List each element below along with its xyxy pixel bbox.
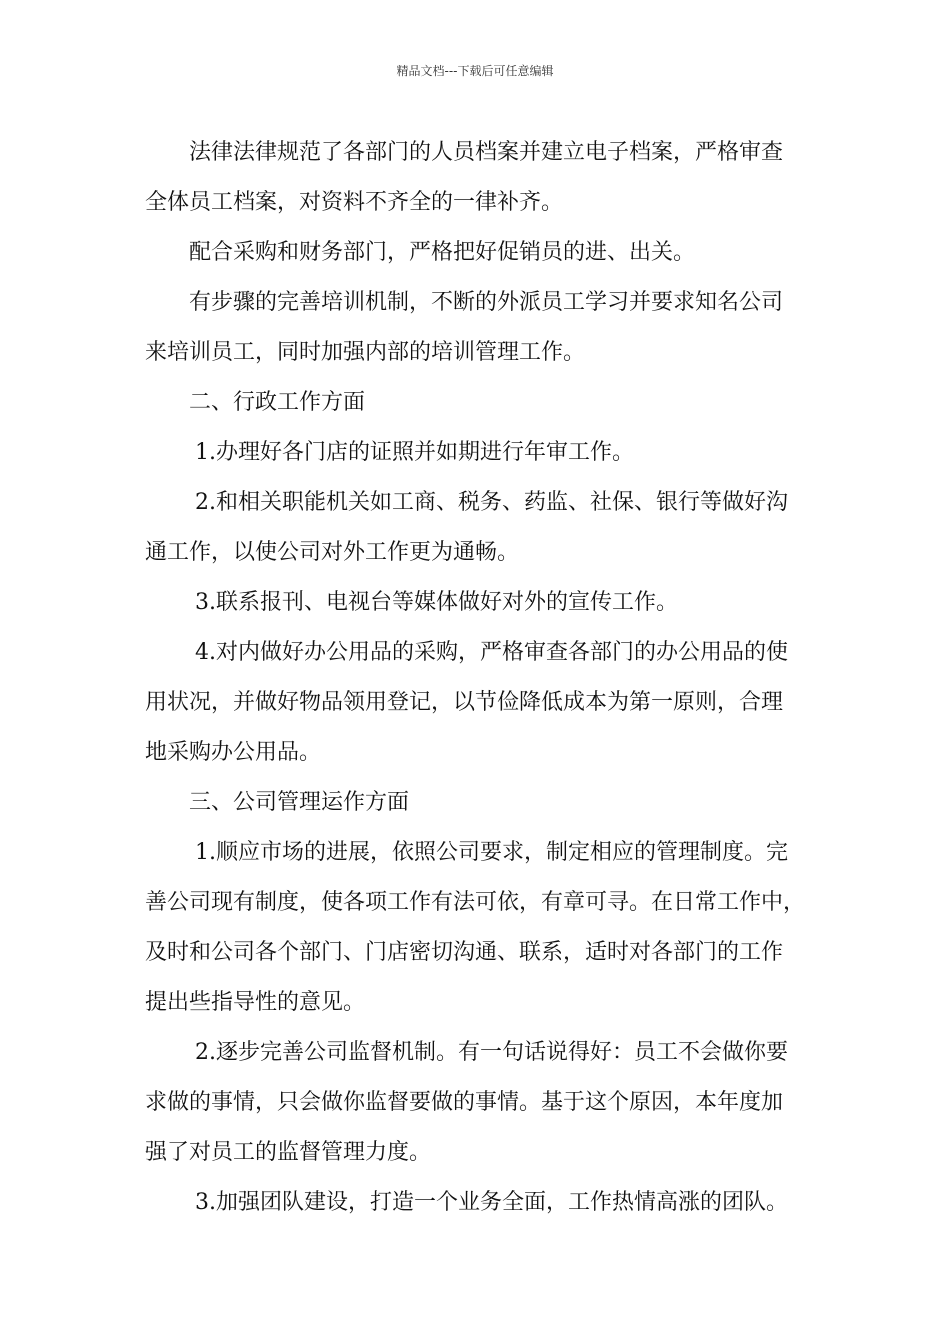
list-item: 3.加强团队建设，打造一个业务全面，工作热情高涨的团队。: [195, 1190, 788, 1215]
paragraph-line: 善公司现有制度，使各项工作有法可依，有章可寻。在日常工作中，: [145, 890, 806, 915]
paragraph-line: 有步骤的完善培训机制，不断的外派员工学习并要求知名公司: [189, 290, 784, 315]
list-item: 1.办理好各门店的证照并如期进行年审工作。: [195, 440, 634, 465]
paragraph-line: 用状况，并做好物品领用登记，以节俭降低成本为第一原则，合理: [145, 690, 784, 715]
page-header: 精品文档---下载后可任意编辑: [396, 64, 554, 78]
paragraph-line: 来培训员工，同时加强内部的培训管理工作。: [145, 340, 586, 365]
paragraph-line: 法律法律规范了各部门的人员档案并建立电子档案，严格审查: [189, 140, 784, 165]
list-item: 1.顺应市场的进展，依照公司要求，制定相应的管理制度。完: [195, 840, 788, 865]
paragraph-line: 通工作，以使公司对外工作更为通畅。: [145, 540, 520, 565]
paragraph-line: 地采购办公用品。: [145, 740, 322, 765]
paragraph-line: 配合采购和财务部门，严格把好促销员的进、出关。: [189, 240, 696, 265]
list-item: 4.对内做好办公用品的采购，严格审查各部门的办公用品的使: [195, 640, 788, 665]
list-item: 2.逐步完善公司监督机制。有一句话说得好：员工不会做你要: [195, 1040, 788, 1065]
section-heading: 三、公司管理运作方面: [189, 790, 410, 815]
list-item: 3.联系报刊、电视台等媒体做好对外的宣传工作。: [195, 590, 678, 615]
paragraph-line: 提出些指导性的意见。: [145, 990, 366, 1015]
paragraph-line: 及时和公司各个部门、门店密切沟通、联系，适时对各部门的工作: [145, 940, 784, 965]
document-body: [145, 128, 809, 1228]
section-heading: 二、行政工作方面: [189, 390, 366, 415]
paragraph-line: 强了对员工的监督管理力度。: [145, 1140, 432, 1165]
list-item: 2.和相关职能机关如工商、税务、药监、社保、银行等做好沟: [195, 490, 788, 515]
paragraph-line: 全体员工档案，对资料不齐全的一律补齐。: [145, 190, 564, 215]
paragraph-line: 求做的事情，只会做你监督要做的事情。基于这个原因，本年度加: [145, 1090, 784, 1115]
